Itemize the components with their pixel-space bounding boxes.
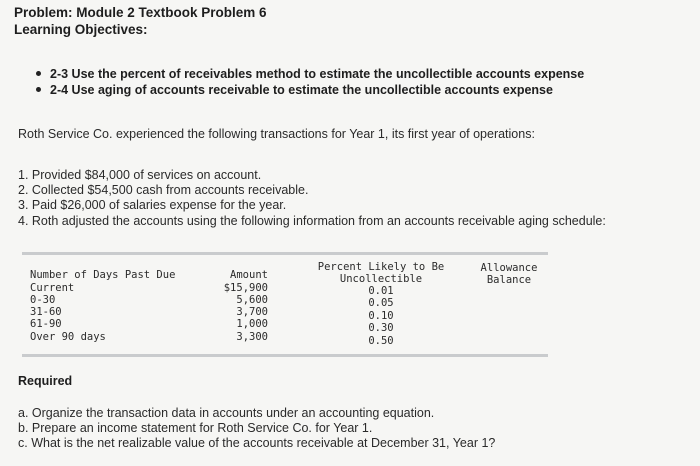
objective-item (36, 67, 584, 81)
header-allowance-line1: Allowance (480, 262, 538, 274)
requirement-item: b. Prepare an income statement for Roth Service Co. for Year 1. (18, 421, 373, 435)
header-percent-line2: Uncollectible (339, 273, 423, 285)
objective-text: 2-3 Use the percent of receivables method to estimate the uncollectible accounts expense (50, 67, 585, 81)
bullet-icon (36, 71, 41, 76)
objective-item (36, 83, 553, 97)
amount-cell: $15,900 (223, 282, 268, 294)
percent-cell: 0.01 (368, 285, 394, 297)
header-percent-line1: Percent Likely to Be (317, 261, 445, 273)
percent-cell: 0.10 (368, 310, 394, 322)
transaction-item: 3. Paid $26,000 of salaries expense for the year. (18, 198, 287, 212)
transaction-item: 1. Provided $84,000 of services on account. (18, 168, 262, 182)
percent-cell: 0.30 (368, 322, 394, 334)
percent-cell: 0.50 (368, 335, 394, 347)
amount-cell: 3,700 (236, 306, 268, 318)
objective-text: 2-4 Use aging of accounts receivable to estimate the uncollectible accounts expense (50, 83, 553, 97)
table-row: 61-90 (30, 318, 62, 330)
header-allowance-line2: Balance (486, 274, 532, 286)
objectives-heading: Learning Objectives: (14, 22, 148, 37)
bullet-icon (36, 87, 41, 92)
intro-text: Roth Service Co. experienced the following transactions for Year 1, its first year of operations: (18, 127, 535, 141)
table-row: Current (30, 282, 75, 294)
amount-cell: 3,300 (236, 331, 268, 343)
table-row: 31-60 (30, 306, 62, 318)
header-amount: Amount (230, 269, 268, 281)
table-bottom-divider (22, 354, 548, 357)
amount-cell: 5,600 (236, 294, 268, 306)
table-row: 0-30 (30, 294, 56, 306)
problem-title: Problem: Module 2 Textbook Problem 6 (14, 5, 267, 20)
transaction-item: 4. Roth adjusted the accounts using the following information from an accounts receivable aging schedule: (18, 214, 606, 228)
table-row: Over 90 days (30, 331, 106, 343)
requirement-item: a. Organize the transaction data in accounts under an accounting equation. (18, 406, 435, 420)
table-top-divider (22, 252, 548, 255)
requirement-item: c. What is the net realizable value of the accounts receivable at December 31, Year 1? (18, 436, 496, 450)
header-days: Number of Days Past Due (30, 269, 176, 281)
transaction-item: 2. Collected $54,500 cash from accounts receivable. (18, 183, 309, 197)
required-heading: Required (18, 374, 73, 388)
percent-cell: 0.05 (368, 297, 394, 309)
amount-cell: 1,000 (236, 318, 268, 330)
